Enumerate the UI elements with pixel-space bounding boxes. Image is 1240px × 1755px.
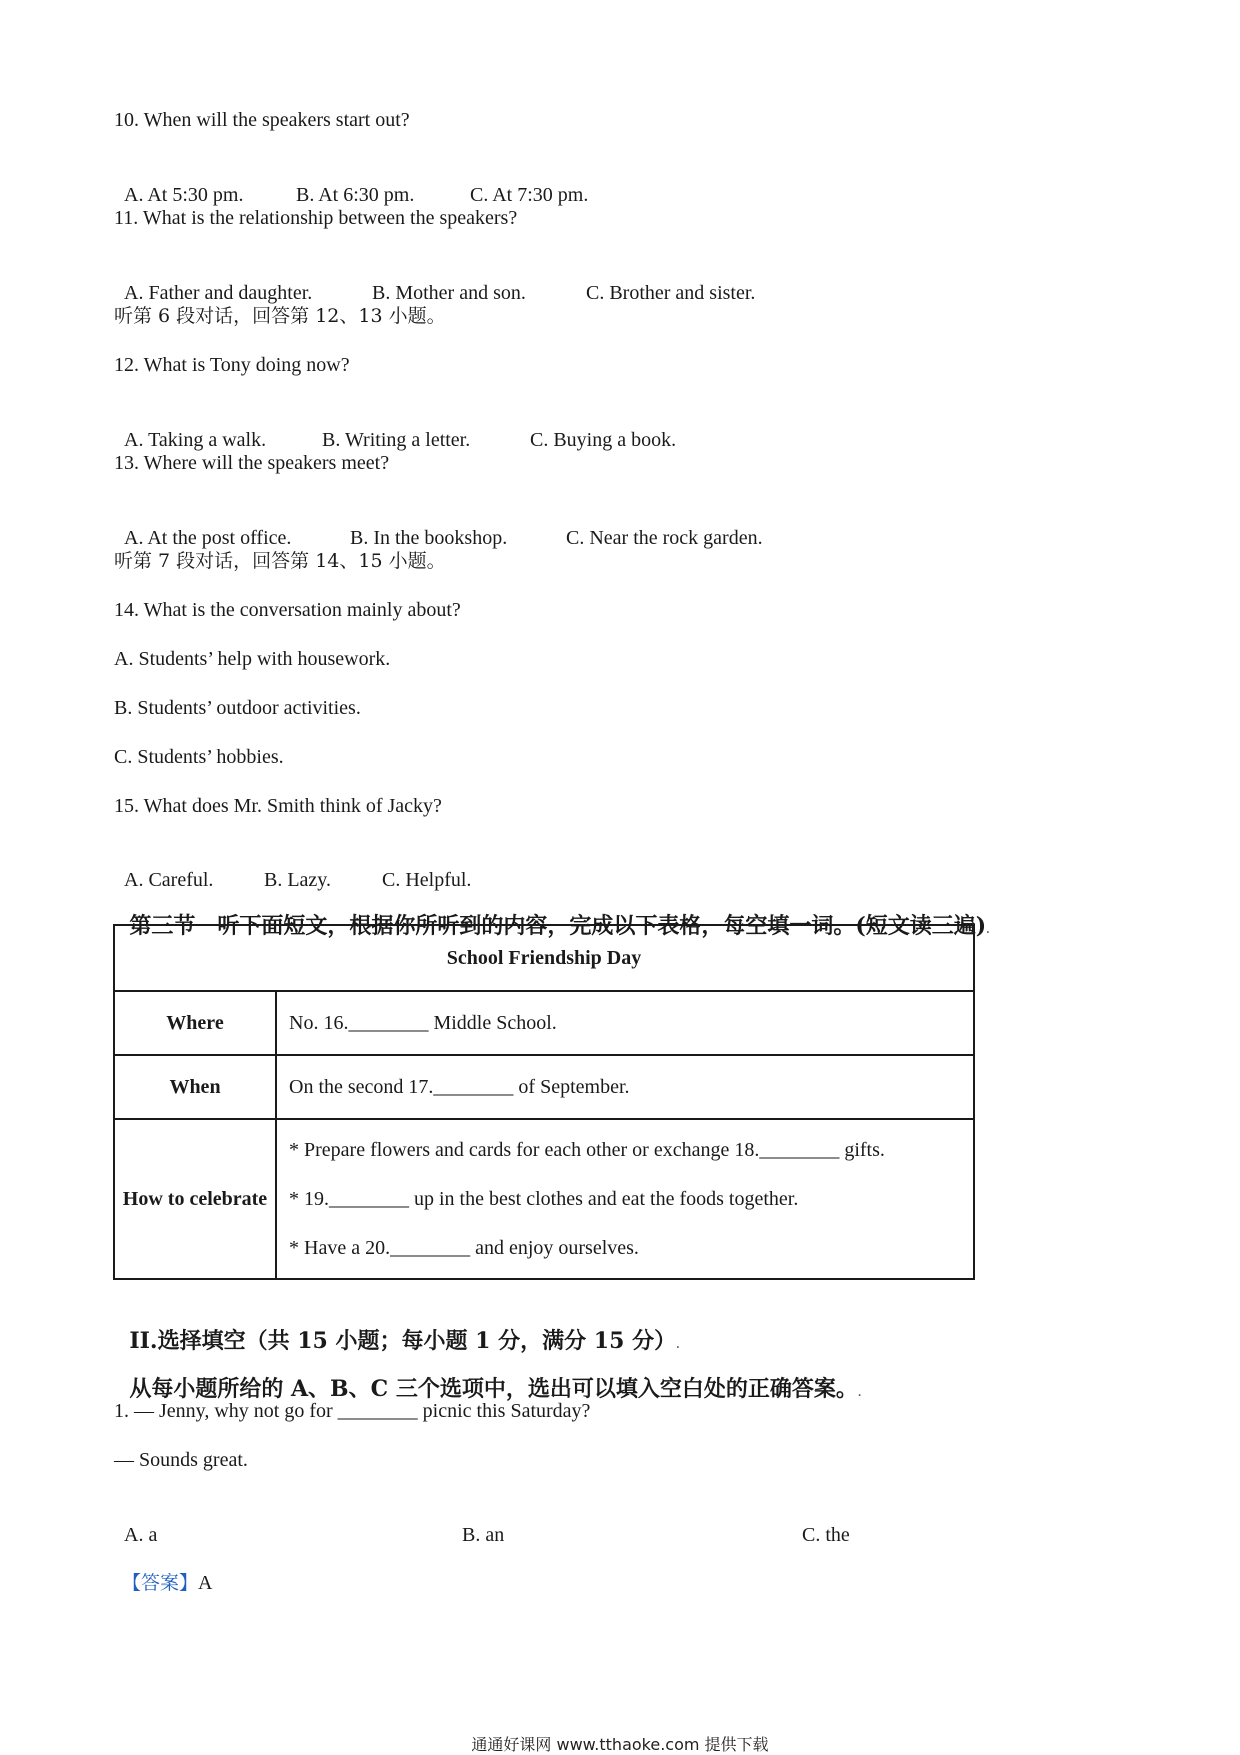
when-label: When	[114, 1055, 276, 1119]
option-a: A. Careful.	[124, 869, 214, 891]
option-a: A. Father and daughter.	[124, 282, 313, 304]
mc-1-reply: — Sounds great.	[114, 1449, 248, 1471]
mc-1-options	[114, 1496, 850, 1548]
answer-line	[112, 1544, 212, 1596]
question-10-stem: 10. When will the speakers start out?	[114, 109, 410, 131]
when-value: On the second 17.________ of September.	[276, 1055, 974, 1119]
mark-dot: .	[986, 925, 990, 936]
mark-dot: .	[857, 1388, 862, 1399]
option-c: C. At 7:30 pm.	[470, 184, 589, 206]
question-15-options	[114, 841, 471, 893]
dialogue-6-instruction: 听第 6 段对话，回答第 12、13 小题。	[114, 305, 446, 327]
how-label: How to celebrate	[114, 1119, 276, 1279]
option-c: C. Near the rock garden.	[566, 527, 763, 549]
option-b: B. Writing a letter.	[322, 429, 471, 451]
option-b: B. In the bookshop.	[350, 527, 508, 549]
mark-dot: .	[676, 1340, 680, 1351]
part-2-title-text: II.选择填空（共 15 小题；每小题 1 分，满分 15 分）	[129, 1328, 677, 1354]
where-label: Where	[114, 991, 276, 1055]
option-a: A. a	[124, 1524, 158, 1546]
option-a: A. At the post office.	[124, 527, 292, 549]
mc-1-stem: 1. — Jenny, why not go for ________ picnic this Saturday?	[114, 1400, 591, 1422]
question-15-stem: 15. What does Mr. Smith think of Jacky?	[114, 795, 442, 817]
question-10-options	[114, 156, 588, 208]
option-a: A. Taking a walk.	[124, 429, 267, 451]
option-b: B. Lazy.	[264, 869, 332, 891]
question-14-option-a: A. Students’ help with housework.	[114, 648, 391, 670]
question-11-stem: 11. What is the relationship between the speakers?	[114, 207, 518, 229]
question-13-options	[114, 499, 763, 551]
dialogue-7-instruction: 听第 7 段对话，回答第 14、15 小题。	[114, 550, 446, 572]
option-b: B. At 6:30 pm.	[296, 184, 415, 206]
how-item-3: * Have a 20.________ and enjoy ourselves.	[289, 1236, 639, 1259]
how-item-1: * Prepare flowers and cards for each other or exchange 18.________ gifts.	[289, 1138, 885, 1161]
part-2-instruction-text: 从每小题所给的 A、B、C 三个选项中，选出可以填入空白处的正确答案。	[129, 1376, 858, 1402]
section-3-text: 第三节 听下面短文，根据你所听到的内容，完成以下表格，每空填一词。(短文读三遍)	[129, 913, 987, 939]
answer-tag: 【答案】	[122, 1572, 199, 1594]
table-title: School Friendship Day	[114, 925, 974, 991]
question-11-options	[114, 254, 755, 306]
question-13-stem: 13. Where will the speakers meet?	[114, 452, 390, 474]
question-12-stem: 12. What is Tony doing now?	[114, 354, 350, 376]
friendship-day-table	[113, 924, 975, 1280]
where-value: No. 16.________ Middle School.	[276, 991, 974, 1055]
option-a: A. At 5:30 pm.	[124, 184, 244, 206]
option-c: C. Brother and sister.	[586, 282, 756, 304]
option-b: B. Mother and son.	[372, 282, 526, 304]
how-item-2: * 19.________ up in the best clothes and eat the foods together.	[289, 1187, 799, 1210]
how-values	[276, 1119, 974, 1279]
option-b: B. an	[462, 1524, 505, 1546]
question-12-options	[114, 401, 676, 453]
option-c: C. Helpful.	[382, 869, 472, 891]
option-c: C. the	[802, 1524, 850, 1546]
question-14-stem: 14. What is the conversation mainly about?	[114, 599, 461, 621]
question-14-option-b: B. Students’ outdoor activities.	[114, 697, 361, 719]
option-c: C. Buying a book.	[530, 429, 677, 451]
question-14-option-c: C. Students’ hobbies.	[114, 746, 284, 768]
answer-value: A	[198, 1572, 213, 1594]
page-footer: 通通好课网 www.tthaoke.com 提供下载	[471, 1735, 769, 1754]
